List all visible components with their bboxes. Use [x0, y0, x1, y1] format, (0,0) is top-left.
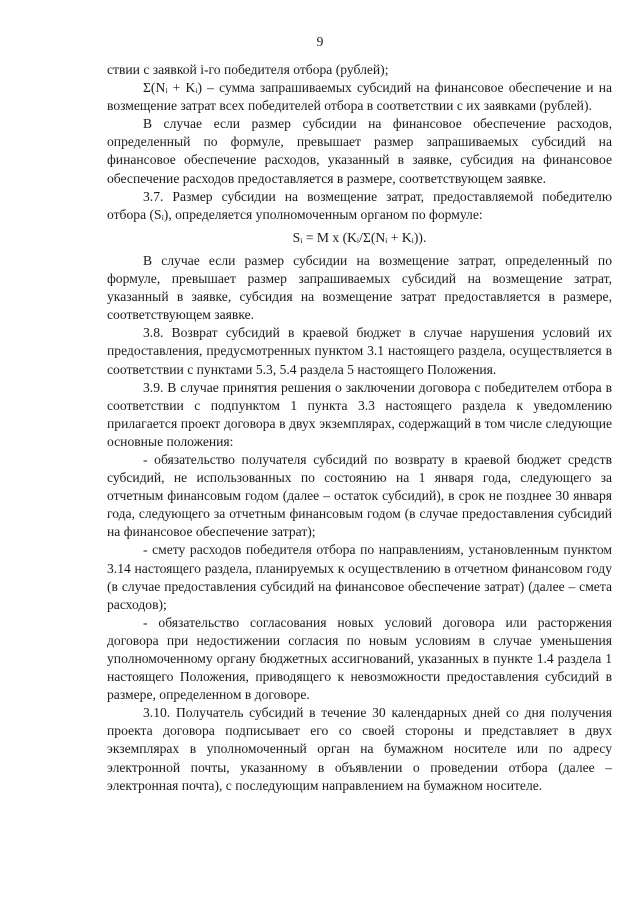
list-item-refund-obligation: - обязательство получателя субсидий по возврату в краевой бюджет средств субсидий, не использованных по состоянию на 1 января года, следующего за отчетным финансовым годом (далее – остаток субсидий), в срок не позднее 30 января года, следующего за отчетным финансовым годом (в случае предоставления субсидий на финансовое обеспечение затрат);	[107, 451, 612, 540]
paragraph-3-9: 3.9. В случае принятия решения о заключении договора с победителем отбора в соответствии с подпунктом 1 пункта 3.3 настоящего раздела к уведомлению прилагается проект договора в двух экземплярах, содержащий в том числе следующие основные положения:	[107, 379, 612, 449]
page-number: 9	[316, 34, 324, 49]
paragraph-3-8: 3.8. Возврат субсидий в краевой бюджет в случае нарушения условий их предоставления, предусмотренных пунктом 3.1 настоящего раздела, осуществляется в соответствии с пунктами 5.3, 5.4 раздела 5 настоящего Положения.	[107, 325, 612, 377]
list-item-agreement-terms: - обязательство согласования новых условий договора или расторжения договора при недостижении согласия по новым условиям в случае уменьшения уполномоченному органу бюджетных ассигнований, указанных в пункте 1.4 раздела 1 настоящего Положения, приводящего к невозможности предоставления субсидий в размере, определенном в договоре.	[107, 614, 612, 703]
paragraph-3-7: 3.7. Размер субсидии на возмещение затрат, предоставляемой победителю отбора (Sᵢ), определяется уполномоченным органом по формуле:	[107, 188, 612, 222]
list-item-expense-estimate: - смету расходов победителя отбора по направлениям, установленным пунктом 3.14 настоящего раздела, планируемых к осуществлению в отчетном финансовом году (в случае предоставления субсидий на финансовое обеспечение затрат) (далее – смета расходов);	[107, 542, 612, 612]
paragraph-financing-limit: В случае если размер субсидии на финансовое обеспечение расходов, определенный по формуле, превышает размер запрашиваемых субсидий на финансовое обеспечение расходов, указанный в заявке, субсидия на финансовое обеспечение расходов предоставляется в размере, соответствующем заявке.	[107, 116, 612, 186]
paragraph-continuation: ствии с заявкой i-го победителя отбора (рублей);	[107, 62, 389, 77]
paragraph-3-10: 3.10. Получатель субсидий в течение 30 календарных дней со дня получения проекта договора подписывает его со своей стороны и представляет в двух экземплярах в уполномоченный орган на бумажном носителе или по адресу электронной почты, указанному в объявлении о проведении отбора (далее – электронная почта), с последующим направлением на бумажном носителе.	[107, 705, 612, 793]
paragraph-sum-definition: Σ(Nᵢ + Kᵢ) – сумма запрашиваемых субсидий на финансовое обеспечение и на возмещение затрат всех победителей отбора в соответствии с их заявками (рублей).	[107, 80, 612, 114]
document-body	[107, 61, 612, 795]
paragraph-reimbursement-limit: В случае если размер субсидии на возмещение затрат, определенный по формуле, превышает размер запрашиваемых субсидий на возмещение затрат, указанный в заявке, субсидия на возмещение затрат предоставляется в размере, соответствующем заявке.	[107, 252, 612, 323]
formula: Sᵢ = M x (Kᵢ/Σ(Nᵢ + Kᵢ)).	[292, 229, 427, 245]
